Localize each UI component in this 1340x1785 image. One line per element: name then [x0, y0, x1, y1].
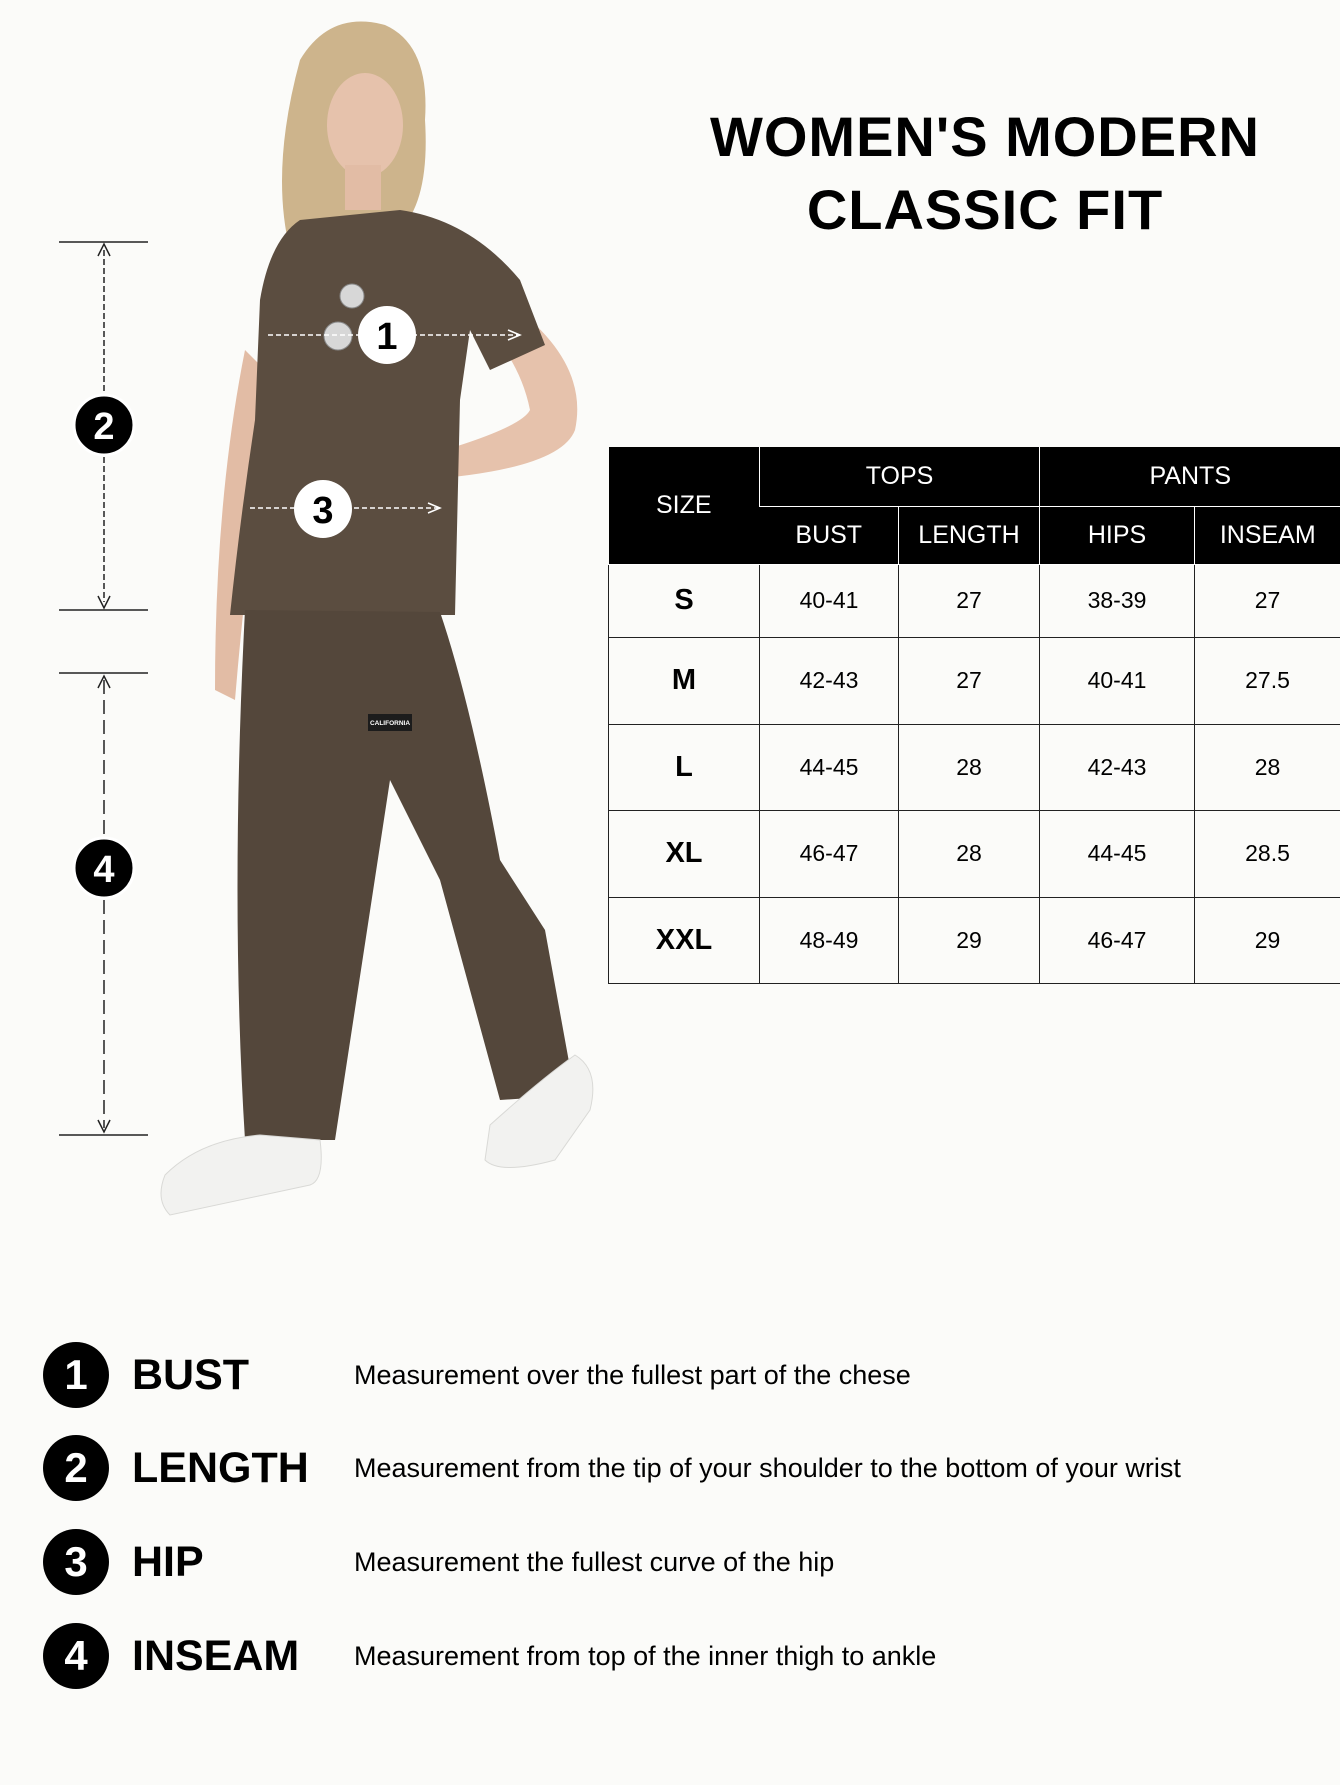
svg-text:4: 4 — [93, 849, 115, 891]
legend-item-length — [43, 1435, 1181, 1501]
page-title-line-1: WOMEN'S MODERN — [710, 105, 1260, 168]
length-cell: 28 — [899, 724, 1040, 810]
hips-cell: 44-45 — [1040, 810, 1195, 897]
hips-header: HIPS — [1040, 506, 1195, 564]
svg-text:2: 2 — [93, 406, 115, 448]
bust-cell: 42-43 — [760, 637, 899, 724]
pocket-label-text: CALIFORNIA — [369, 720, 411, 727]
number-badge: 3 — [43, 1529, 109, 1595]
marker-4 — [74, 838, 134, 898]
table-row — [609, 724, 1340, 810]
tops-header: TOPS — [760, 447, 1040, 506]
legend-label: BUST — [132, 1350, 250, 1399]
number-badge: 2 — [43, 1435, 109, 1501]
legend-item-bust — [43, 1342, 911, 1408]
table-row — [609, 637, 1340, 724]
length-cell: 27 — [899, 637, 1040, 724]
length-cell: 27 — [899, 564, 1040, 637]
svg-text:3: 3 — [312, 490, 334, 532]
size-cell: L — [609, 724, 760, 810]
marker-2 — [74, 395, 134, 455]
legend-description: Measurement from top of the inner thigh to ankle — [354, 1640, 937, 1671]
table-row — [609, 810, 1340, 897]
number-badge: 4 — [43, 1623, 109, 1689]
hips-cell: 38-39 — [1040, 564, 1195, 637]
length-cell: 29 — [899, 897, 1040, 983]
marker-3 — [294, 480, 352, 538]
marker-1 — [358, 306, 416, 364]
legend-label: INSEAM — [132, 1631, 300, 1680]
inseam-cell: 28 — [1195, 724, 1340, 810]
bust-cell: 40-41 — [760, 564, 899, 637]
table-row — [609, 564, 1340, 637]
model-illustration — [161, 22, 593, 1215]
bust-cell: 46-47 — [760, 810, 899, 897]
pocket-label — [368, 714, 412, 731]
length-header: LENGTH — [899, 506, 1040, 564]
inseam-cell: 27 — [1195, 564, 1340, 637]
legend-description: Measurement the fullest curve of the hip — [354, 1546, 835, 1577]
model-figure — [0, 0, 620, 1240]
size-cell: XL — [609, 810, 760, 897]
bust-header: BUST — [760, 506, 899, 564]
legend-label: HIP — [132, 1537, 204, 1586]
inseam-dimension-line — [59, 673, 148, 1135]
inseam-header: INSEAM — [1195, 506, 1340, 564]
size-cell: S — [609, 564, 760, 637]
legend-item-inseam — [43, 1623, 937, 1689]
inseam-cell: 27.5 — [1195, 637, 1340, 724]
legend-description: Measurement over the fullest part of the chese — [354, 1359, 911, 1390]
length-cell: 28 — [899, 810, 1040, 897]
size-cell: XXL — [609, 897, 760, 983]
svg-text:1: 1 — [376, 316, 398, 358]
legend-description: Measurement from the tip of your shoulder to the bottom of your wrist — [354, 1452, 1181, 1483]
inseam-cell: 29 — [1195, 897, 1340, 983]
legend-item-hip — [43, 1529, 835, 1595]
bust-cell: 48-49 — [760, 897, 899, 983]
page-title-line-2: CLASSIC FIT — [806, 178, 1164, 241]
legend-label: LENGTH — [132, 1443, 309, 1492]
hips-cell: 40-41 — [1040, 637, 1195, 724]
size-cell: M — [609, 637, 760, 724]
pants-header: PANTS — [1040, 447, 1340, 506]
hips-cell: 46-47 — [1040, 897, 1195, 983]
size-header: SIZE — [609, 447, 760, 564]
inseam-cell: 28.5 — [1195, 810, 1340, 897]
hips-cell: 42-43 — [1040, 724, 1195, 810]
number-badge: 1 — [43, 1342, 109, 1408]
table-row — [609, 897, 1340, 983]
bust-cell: 44-45 — [760, 724, 899, 810]
size-chart-table — [608, 447, 1340, 984]
